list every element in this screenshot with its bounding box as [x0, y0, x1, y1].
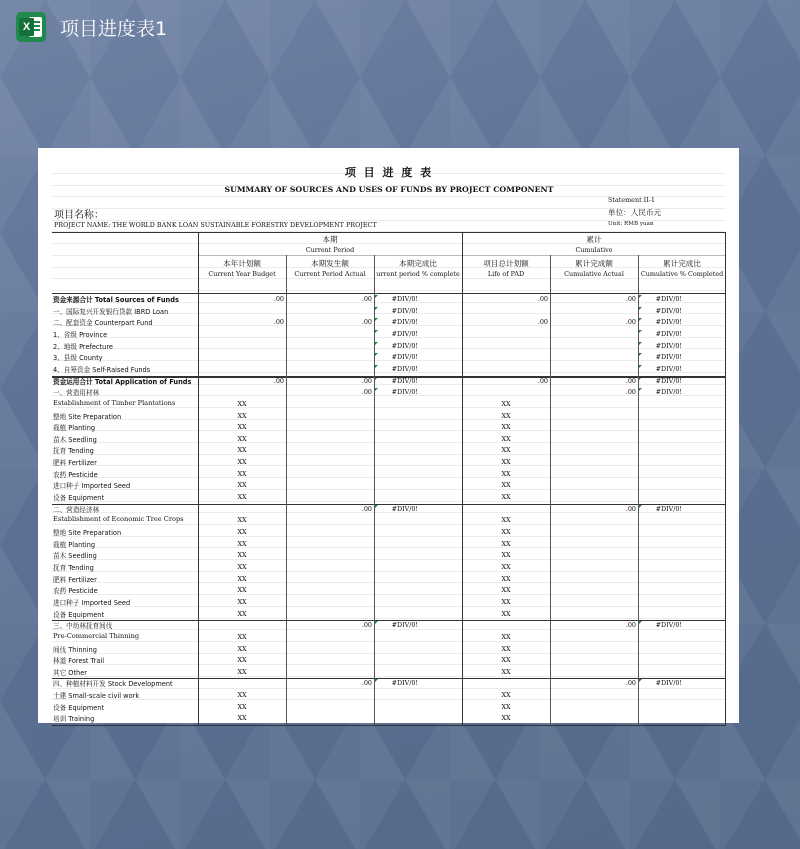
cell-value: #DIV/0!: [655, 341, 682, 350]
spreadsheet-page: [38, 148, 739, 723]
row-label: 肥料 Fertilizer: [53, 459, 97, 468]
cell-value: .00: [625, 679, 636, 688]
row-label: 林道 Forest Trail: [53, 657, 105, 666]
cell-value: XX: [501, 586, 511, 595]
cell-value: XX: [237, 469, 247, 478]
cell-value: XX: [501, 714, 511, 723]
row-label: 四、种植材料开发 Stock Development: [53, 680, 173, 689]
cell-value: XX: [237, 528, 247, 536]
statement-label: Statement II-1: [608, 196, 655, 204]
row-label: 1、省级 Province: [53, 330, 108, 339]
cell-value: XX: [237, 656, 247, 665]
cell-value: XX: [501, 481, 511, 490]
row-label: 二、配套资金 Counterpart Fund: [53, 319, 153, 328]
cell-value: .00: [273, 295, 284, 303]
group-cumulative-cn: 累计: [586, 235, 602, 244]
cell-value: #DIV/0!: [655, 376, 682, 385]
row-label: 其它 Other: [53, 668, 88, 677]
cell-value: .00: [625, 318, 636, 327]
row-label: Establishment of Timber Plantations: [53, 398, 176, 407]
cell-value: XX: [237, 562, 247, 571]
cell-value: #DIV/0!: [391, 295, 418, 303]
excel-icon: X: [16, 12, 46, 42]
row-label: 苗木 Seedling: [53, 435, 97, 444]
cell-value: XX: [237, 691, 247, 700]
row-label: 资金运用合计 Total Application of Funds: [53, 377, 192, 386]
cell-value: #DIV/0!: [391, 376, 418, 385]
cell-value: XX: [237, 702, 247, 711]
cell-value: .00: [361, 318, 372, 327]
cell-value: XX: [237, 609, 247, 618]
cell-value: XX: [501, 574, 511, 583]
cell-value: .00: [361, 388, 372, 397]
table-border-top: [52, 232, 726, 233]
column-header-en: Current Period Actual: [294, 270, 366, 278]
row-label: 整地 Site Preparation: [53, 529, 122, 537]
cell-value: XX: [237, 632, 247, 641]
column-header-en: Cumulative Actual: [564, 270, 624, 278]
cell-value: #DIV/0!: [655, 621, 682, 630]
cell-value: #DIV/0!: [391, 504, 418, 513]
cell-value: XX: [501, 458, 511, 467]
column-header-cn: 累计完成比: [663, 259, 701, 268]
group-current-en: Current Period: [305, 246, 355, 254]
row-label: 农药 Pesticide: [53, 587, 98, 596]
row-label: 设备 Equipment: [53, 703, 105, 712]
row-label: 进口种子 Imported Seed: [53, 598, 131, 607]
row-label: 进口种子 Imported Seed: [53, 482, 131, 491]
cell-value: .00: [625, 621, 636, 630]
column-header-en: Cumulative % Completed: [640, 270, 724, 278]
cell-value: XX: [237, 423, 247, 432]
column-header-cn: 累计完成额: [575, 259, 613, 268]
cell-value: #DIV/0!: [655, 329, 682, 338]
cell-value: XX: [237, 644, 247, 653]
cell-value: #DIV/0!: [655, 306, 682, 315]
section-divider: [52, 678, 726, 679]
group-cumulative-en: Cumulative: [575, 246, 613, 254]
cell-value: XX: [237, 399, 247, 408]
cell-value: #DIV/0!: [391, 388, 418, 397]
cell-value: .00: [625, 295, 636, 303]
row-label: 抚育 Tending: [53, 563, 94, 572]
cell-value: #DIV/0!: [391, 621, 418, 630]
column-header-en: Current Year Budget: [208, 270, 276, 278]
cell-value: #DIV/0!: [391, 329, 418, 338]
cell-value: XX: [501, 597, 511, 606]
cell-value: XX: [237, 551, 247, 560]
cell-value: XX: [237, 434, 247, 443]
cell-value: XX: [501, 656, 511, 665]
cell-value: #DIV/0!: [391, 341, 418, 350]
cell-value: XX: [501, 399, 511, 408]
cell-value: .00: [537, 376, 548, 385]
cell-value: XX: [237, 539, 247, 548]
cell-value: XX: [237, 481, 247, 490]
column-header-cn: 本期完成比: [399, 259, 437, 268]
column-header-cn: 本年计划额: [223, 259, 261, 268]
row-label: 设备 Equipment: [53, 494, 105, 503]
cell-value: #DIV/0!: [391, 353, 418, 362]
column-divider: [550, 255, 551, 725]
cell-value: XX: [501, 551, 511, 560]
row-label: 土建 Small-scale civil work: [53, 692, 140, 701]
row-label: Pre-Commercial Thinning: [53, 631, 140, 640]
cell-value: .00: [537, 295, 548, 303]
cell-value: XX: [501, 691, 511, 700]
cell-value: XX: [237, 714, 247, 723]
row-label: 栽植 Planting: [53, 540, 96, 549]
row-label: 4、自筹资金 Self-Raised Funds: [53, 365, 151, 374]
cell-value: XX: [501, 469, 511, 478]
cell-value: .00: [537, 318, 548, 327]
cell-value: .00: [361, 295, 372, 303]
cell-value: XX: [501, 411, 511, 420]
cell-value: XX: [501, 667, 511, 676]
group-current-cn: 本期: [322, 235, 338, 244]
row-label: 农药 Pesticide: [53, 470, 98, 479]
cell-value: #DIV/0!: [655, 388, 682, 397]
cell-value: XX: [501, 446, 511, 455]
cell-value: XX: [237, 458, 247, 467]
cell-value: XX: [237, 586, 247, 595]
cell-value: XX: [237, 574, 247, 583]
unit-label-en: Unit: RMB yuan: [608, 221, 654, 227]
column-divider: [374, 255, 375, 725]
cell-value: #DIV/0!: [391, 364, 418, 373]
section-divider: [52, 504, 726, 505]
row-label: 苗木 Seedling: [53, 552, 97, 561]
section-divider: [52, 620, 726, 621]
cell-value: .00: [273, 376, 284, 385]
cell-value: XX: [501, 434, 511, 443]
column-divider: [198, 232, 199, 725]
sheet-title-cn: 项 目 进 度 表: [344, 166, 434, 179]
cell-value: .00: [625, 388, 636, 397]
cell-value: XX: [501, 644, 511, 653]
column-header-cn: 项目总计划额: [483, 259, 529, 268]
project-name-en: PROJECT NAME: THE WORLD BANK LOAN SUSTAINABLE FORESTRY DEVELOPMENT PROJECT: [54, 221, 377, 229]
row-label: 栽植 Planting: [53, 424, 96, 433]
row-label: 2、地级 Prefecture: [53, 342, 113, 351]
row-label: 一、营造用材林: [53, 389, 100, 398]
cell-value: .00: [361, 679, 372, 688]
cell-value: XX: [501, 539, 511, 548]
column-header-cn: 本期发生额: [311, 259, 349, 268]
row-label: 肥料 Fertilizer: [53, 575, 97, 584]
title-bar: [0, 0, 800, 54]
cell-value: XX: [501, 423, 511, 432]
unit-label-cn: 单位：人民币元: [608, 208, 662, 217]
row-label: 二、营造经济林: [53, 505, 100, 514]
header-bottom-border: [52, 293, 726, 294]
section-divider: [52, 376, 726, 378]
cell-value: XX: [237, 667, 247, 676]
column-header-en: urrent period % complete: [376, 270, 460, 278]
cell-value: #DIV/0!: [655, 364, 682, 373]
cell-value: XX: [237, 516, 247, 525]
cell-value: XX: [237, 493, 247, 502]
cell-value: #DIV/0!: [655, 295, 682, 303]
cell-value: XX: [237, 446, 247, 455]
project-name-label: 项目名称：: [54, 210, 104, 221]
row-label: 间伐 Thinning: [53, 645, 97, 654]
cell-value: XX: [501, 702, 511, 711]
worksheet[interactable]: [52, 162, 726, 724]
row-label: 设备 Equipment: [53, 610, 105, 619]
cell-value: .00: [625, 504, 636, 513]
cell-value: #DIV/0!: [391, 318, 418, 327]
column-header-en: Life of PAD: [487, 270, 525, 278]
cell-value: XX: [237, 597, 247, 606]
cell-value: .00: [361, 376, 372, 385]
row-label: 资金来源合计 Total Sources of Funds: [53, 296, 179, 304]
cell-value: .00: [361, 621, 372, 630]
document-title: 项目进度表1: [60, 18, 168, 40]
cell-value: #DIV/0!: [391, 306, 418, 315]
row-label: 整地 Site Preparation: [53, 412, 122, 421]
cell-value: XX: [501, 493, 511, 502]
cell-value: XX: [501, 516, 511, 525]
row-label: 抚育 Tending: [53, 447, 94, 456]
cell-value: XX: [237, 411, 247, 420]
cell-value: XX: [501, 632, 511, 641]
cell-value: XX: [501, 528, 511, 536]
cell-value: .00: [361, 504, 372, 513]
table-border-bottom: [52, 725, 726, 726]
cell-value: #DIV/0!: [655, 504, 682, 513]
sheet-title-en: SUMMARY OF SOURCES AND USES OF FUNDS BY PROJECT COMPONENT: [224, 185, 554, 194]
cell-value: .00: [625, 376, 636, 385]
row-label: 三、中幼林抚育间伐: [53, 622, 113, 631]
column-divider: [462, 232, 463, 725]
cell-value: XX: [501, 609, 511, 618]
column-divider: [638, 255, 639, 725]
cell-value: XX: [501, 562, 511, 571]
row-label: Establishment of Economic Tree Crops: [53, 515, 184, 524]
row-label: 培训 Training: [53, 715, 95, 724]
cell-value: #DIV/0!: [655, 679, 682, 688]
column-divider: [725, 232, 726, 725]
cell-value: #DIV/0!: [655, 353, 682, 362]
cell-value: #DIV/0!: [391, 679, 418, 688]
row-label: 3、县级 County: [53, 354, 103, 363]
cell-value: #DIV/0!: [655, 318, 682, 327]
row-label: 一、国际复兴开发银行贷款 IBRD Loan: [53, 307, 169, 316]
cell-value: .00: [273, 318, 284, 327]
column-divider: [286, 255, 287, 725]
